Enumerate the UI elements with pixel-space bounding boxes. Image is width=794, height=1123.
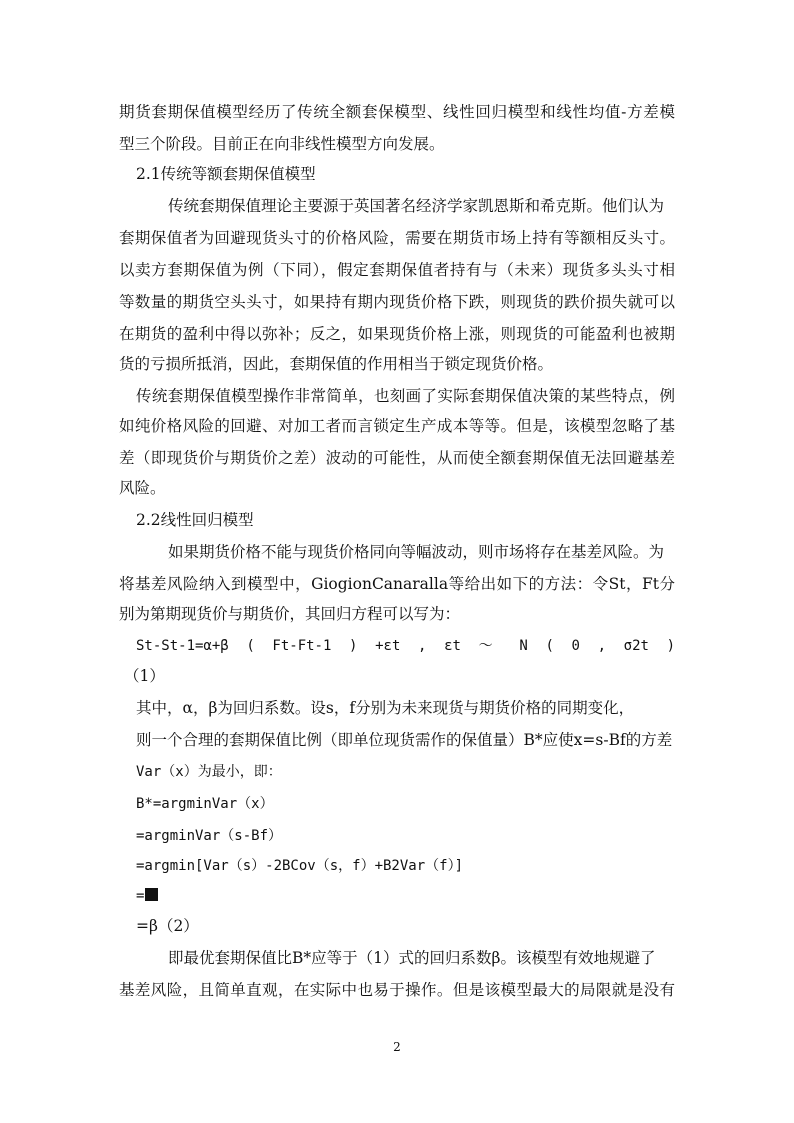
paragraph-line: 货的亏损所抵消，因此，套期保值的作用相当于锁定现货价格。 [119, 355, 554, 373]
paragraph-line: 基差风险，且简单直观，在实际中也易于操作。但是该模型最大的局限就是没有 [119, 981, 675, 999]
paragraph-line: Var（x）为最小，即： [136, 764, 282, 780]
paragraph-line: 如纯价格风险的回避、对加工者而言锁定生产成本等等。但是，该模型忽略了基 [119, 417, 675, 435]
paragraph-line: 传统套期保值模型操作非常简单，也刻画了实际套期保值决策的某些特点，例 [136, 387, 675, 405]
page-number: 2 [393, 1040, 401, 1054]
paragraph-line: 在期货的盈利中得以弥补；反之，如果现货价格上涨，则现货的可能盈利也被期 [119, 325, 675, 343]
paragraph-line: 如果期货价格不能与现货价格同向等幅波动，则市场将存在基差风险。为 [168, 543, 665, 561]
paragraph-line: 别为第期现货价与期货价，其回归方程可以写为： [119, 605, 461, 623]
paragraph-line: 将基差风险纳入到模型中，GiogionCanaralla等给出如下的方法：令St，Ft分 [119, 575, 675, 593]
section-heading: 2.1传统等额套期保值模型 [136, 165, 316, 183]
paragraph-line: 差（即现货价与期货价之差）波动的可能性，从而使全额套期保值无法回避基差 [119, 449, 675, 467]
equation-line: =β（2） [136, 917, 199, 935]
paragraph-line: 即最优套期保值比B*应等于（1）式的回归系数β。该模型有效地规避了 [168, 949, 656, 967]
paragraph-line: 以卖方套期保值为例（下同），假定套期保值者持有与（未来）现货多头头寸相 [119, 261, 675, 279]
paragraph-line: 其中，α，β为回归系数。设s，f分别为未来现货与期货价格的同期变化， [136, 699, 635, 717]
paragraph-line: 则一个合理的套期保值比例（即单位现货需作的保值量）B*应使x=s-Bf的方差 [136, 731, 673, 749]
paragraph-line: 期货套期保值模型经历了传统全额套保模型、线性回归模型和线性均值-方差模 [119, 103, 675, 121]
equation-line: St-St-1=α+β ( Ft-Ft-1 ) +εt , εt ～ N ( 0 , σ2t ) [136, 638, 675, 654]
equation-line: =argminVar（s-Bf） [136, 828, 283, 844]
paragraph-line: 型三个阶段。目前正在向非线性模型方向发展。 [119, 135, 445, 153]
equation-number: （1） [124, 667, 165, 685]
equation-line: B*=argminVar（x） [136, 796, 274, 812]
equation-line: = [136, 886, 158, 906]
paragraph-line: 套期保值者为回避现货头寸的价格风险，需要在期货市场上持有等额相反头寸。 [119, 229, 675, 247]
paragraph-line: 风险。 [119, 479, 166, 497]
paragraph-line: 传统套期保值理论主要源于英国著名经济学家凯恩斯和希克斯。他们认为 [168, 197, 665, 215]
section-heading: 2.2线性回归模型 [136, 511, 254, 529]
paragraph-line: 等数量的期货空头头寸，如果持有期内现货价格下跌，则现货的跌价损失就可以 [119, 293, 675, 311]
equation-placeholder-box [145, 888, 158, 901]
equation-line: =argmin[Var（s）-2BCov（s，f）+B2Var（f）] [136, 858, 464, 874]
